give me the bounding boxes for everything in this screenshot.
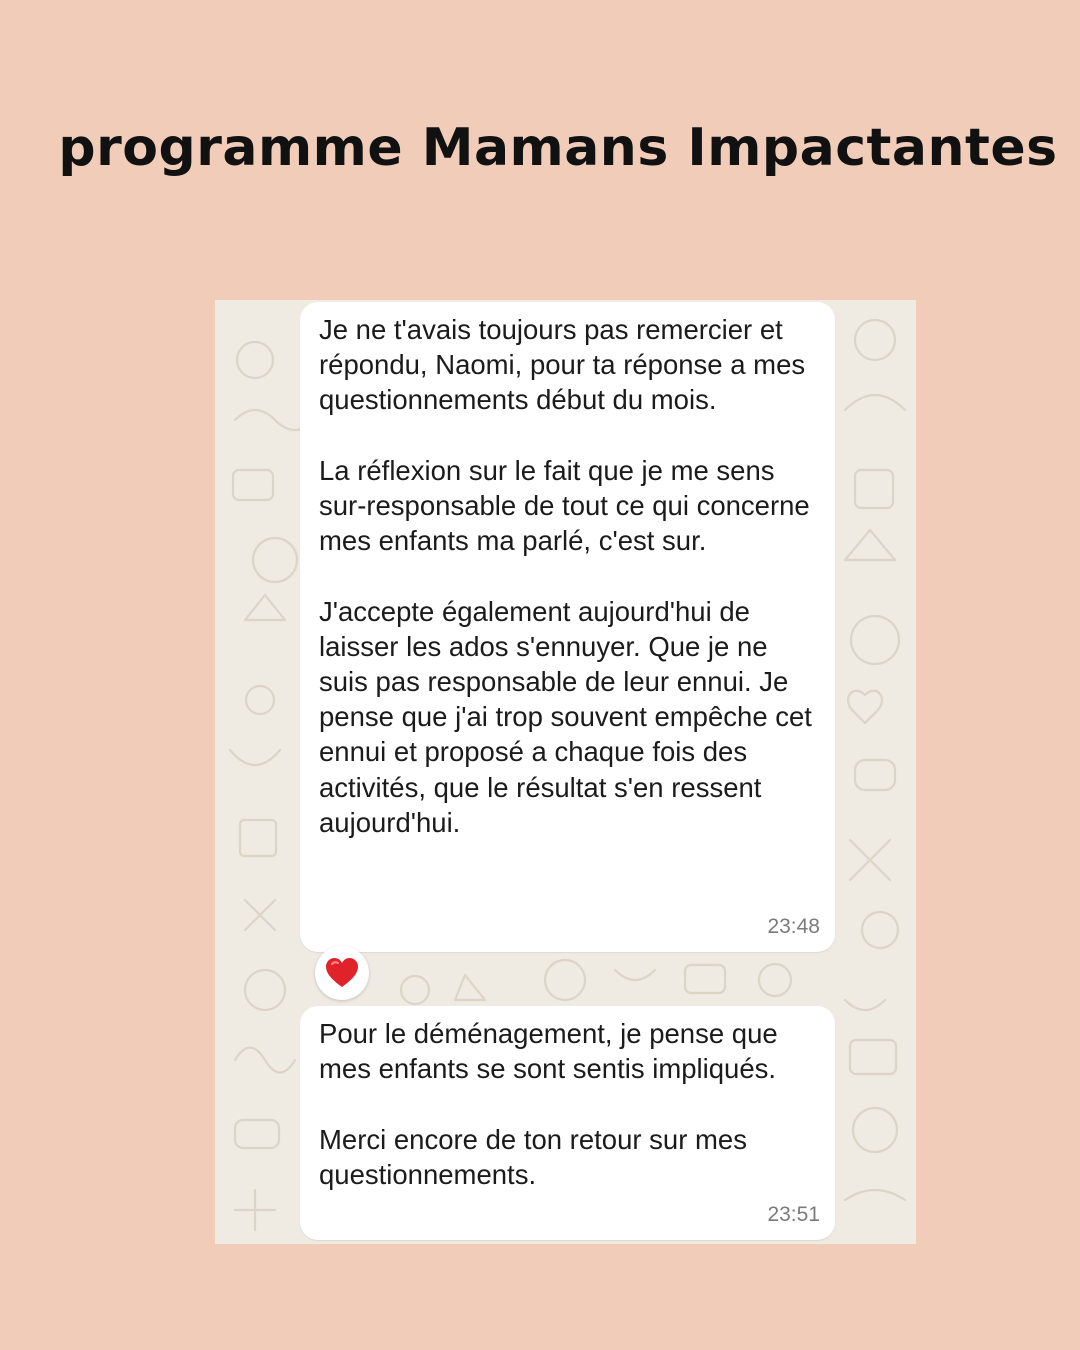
message-paragraph: Merci encore de ton retour sur mes questionnements. [319, 1123, 747, 1190]
message-timestamp: 23:51 [767, 1202, 820, 1226]
message-bubble[interactable] [300, 1006, 835, 1240]
reaction-badge[interactable] [315, 946, 369, 1000]
chat-conversation[interactable] [215, 300, 916, 1244]
message-paragraph: Je ne t'avais toujours pas remercier et répondu, Naomi, pour ta réponse a mes questionnements début du mois. [319, 314, 806, 416]
message-paragraph: J'accepte également aujourd'hui de laisser les ados s'ennuyer. Que je ne suis pas responsable de leur ennui. Je pense que j'ai trop souvent empêche cet ennui et proposé a chaque fois des activités, que le résultat s'en ressent aujourd'hui. [319, 595, 812, 838]
message-paragraph: La réflexion sur le fait que je me sens sur-responsable de tout ce qui concerne mes enfants ma parlé, c'est sur. [319, 454, 810, 557]
heart-icon [325, 957, 359, 989]
message-timestamp: 23:48 [767, 914, 820, 938]
message-bubble[interactable] [300, 302, 835, 952]
page-title: programme Mamans Impactantes [58, 118, 1058, 178]
message-paragraph: Pour le déménagement, je pense que mes enfants se sont sentis impliqués. [319, 1018, 778, 1085]
